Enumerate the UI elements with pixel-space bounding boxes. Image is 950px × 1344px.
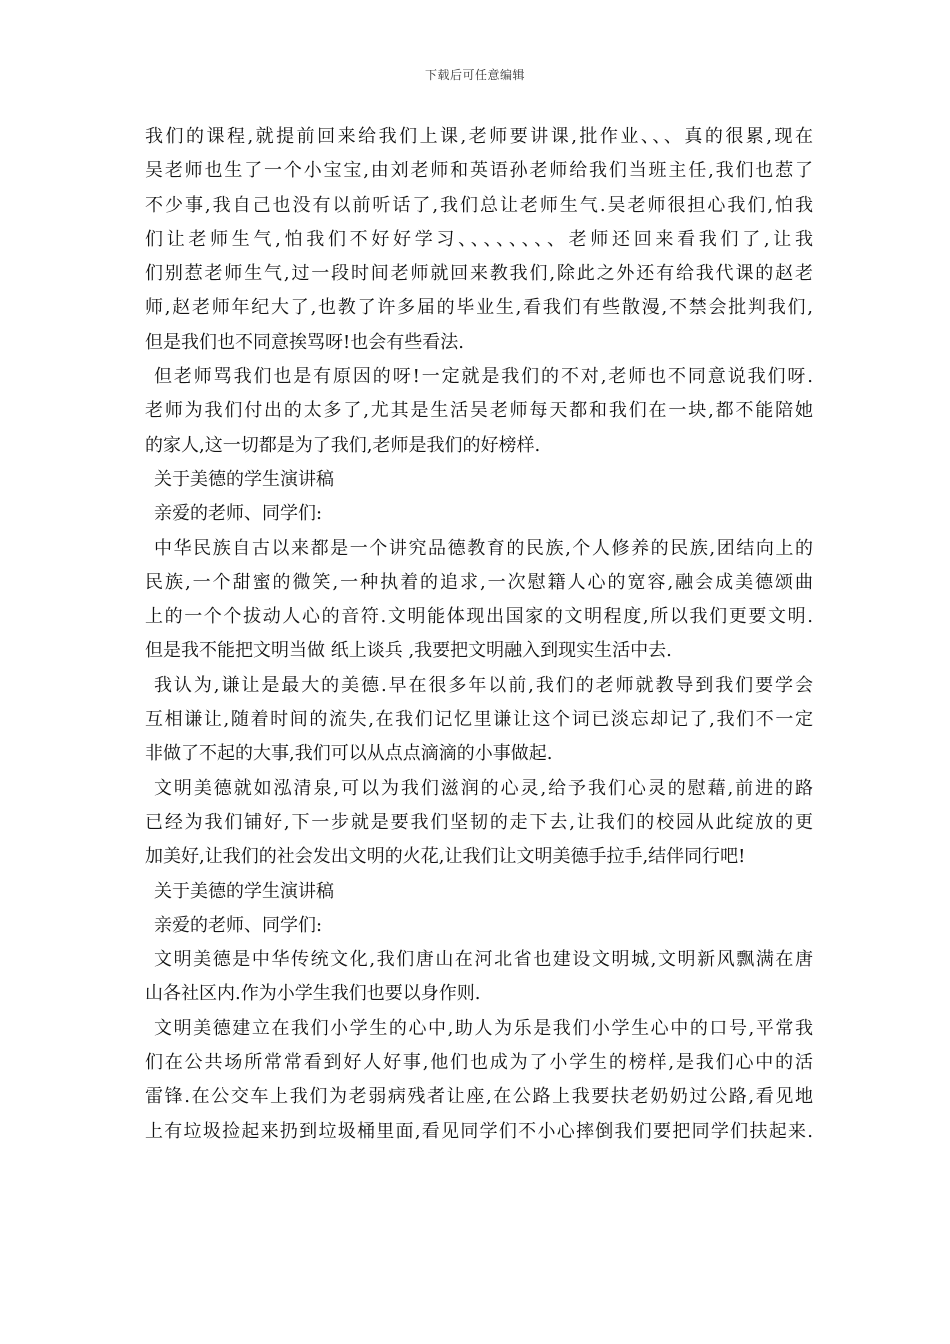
text-line: 文明美德就如泓清泉,可以为我们滋润的心灵,给予我们心灵的慰藉,前进的路 (154, 777, 813, 799)
text-line: 上的一个个拔动人心的音符.文明能体现出国家的文明程度,所以我们更要文明. (145, 606, 813, 628)
text-line: 互相谦让,随着时间的流失,在我们记忆里谦让这个词已淡忘却记了,我们不一定 (145, 709, 813, 731)
text-line: 文明美德是中华传统文化,我们唐山在河北省也建设文明城,文明新风飘满在唐 (154, 949, 813, 971)
text-line: 但是我们也不同意挨骂呀!也会有些看法. (145, 331, 464, 353)
text-line: 加美好,让我们的社会发出文明的火花,让我们让文明美德手拉手,结伴同行吧! (145, 846, 746, 868)
text-line: 非做了不起的大事,我们可以从点点滴滴的小事做起. (145, 743, 553, 765)
text-line: 们让老师生气,怕我们不好好学习、、、、、、、、老师还回来看我们了,让我 (145, 228, 813, 250)
text-line: 民族,一个甜蜜的微笑,一种执着的追求,一次慰籍人心的宽容,融会成美德颂曲 (145, 571, 813, 593)
text-line: 关于美德的学生演讲稿 (154, 468, 334, 490)
text-line: 师,赵老师年纪大了,也教了许多届的毕业生,看我们有些散漫,不禁会批判我们, (145, 297, 813, 319)
text-line: 关于美德的学生演讲稿 (154, 880, 334, 902)
text-line: 亲爱的老师、同学们: (154, 503, 323, 525)
text-line: 老师为我们付出的太多了,尤其是生活吴老师每天都和我们在一块,都不能陪她 (145, 400, 813, 422)
text-line: 不少事,我自己也没有以前听话了,我们总让老师生气.吴老师很担心我们,怕我 (145, 194, 813, 216)
text-line: 雷锋.在公交车上我们为老弱病残者让座,在公路上我要扶老奶奶过公路,看见地 (145, 1086, 813, 1108)
text-line: 们在公共场所常常看到好人好事,他们也成为了小学生的榜样,是我们心中的活 (145, 1052, 813, 1074)
text-line: 我认为,谦让是最大的美德.早在很多年以前,我们的老师就教导到我们要学会 (154, 674, 813, 696)
text-line: 们别惹老师生气,过一段时间老师就回来教我们,除此之外还有给我代课的赵老 (145, 263, 813, 285)
text-line: 但老师骂我们也是有原因的呀!一定就是我们的不对,老师也不同意说我们呀. (154, 366, 813, 388)
text-line: 吴老师也生了一个小宝宝,由刘老师和英语孙老师给我们当班主任,我们也惹了 (145, 160, 813, 182)
page-header: 下载后可任意编辑 (424, 68, 525, 82)
text-line: 我们的课程,就提前回来给我们上课,老师要讲课,批作业、、、真的很累,现在 (145, 126, 813, 147)
text-line: 但是我不能把文明当做 纸上谈兵 ,我要把文明融入到现实生活中去. (145, 640, 672, 662)
text-line: 已经为我们铺好,下一步就是要我们坚韧的走下去,让我们的校园从此绽放的更 (145, 811, 813, 833)
document-body (145, 120, 813, 1149)
text-line: 亲爱的老师、同学们: (154, 914, 323, 936)
text-line: 山各社区内.作为小学生我们也要以身作则. (145, 983, 481, 1005)
text-line: 上有垃圾捡起来扔到垃圾桶里面,看见同学们不小心摔倒我们要把同学们扶起来. (145, 1120, 813, 1142)
text-line: 文明美德建立在我们小学生的心中,助人为乐是我们小学生心中的口号,平常我 (154, 1017, 813, 1039)
text-line: 的家人,这一切都是为了我们,老师是我们的好榜样. (145, 434, 541, 456)
text-line: 中华民族自古以来都是一个讲究品德教育的民族,个人修养的民族,团结向上的 (154, 537, 813, 559)
